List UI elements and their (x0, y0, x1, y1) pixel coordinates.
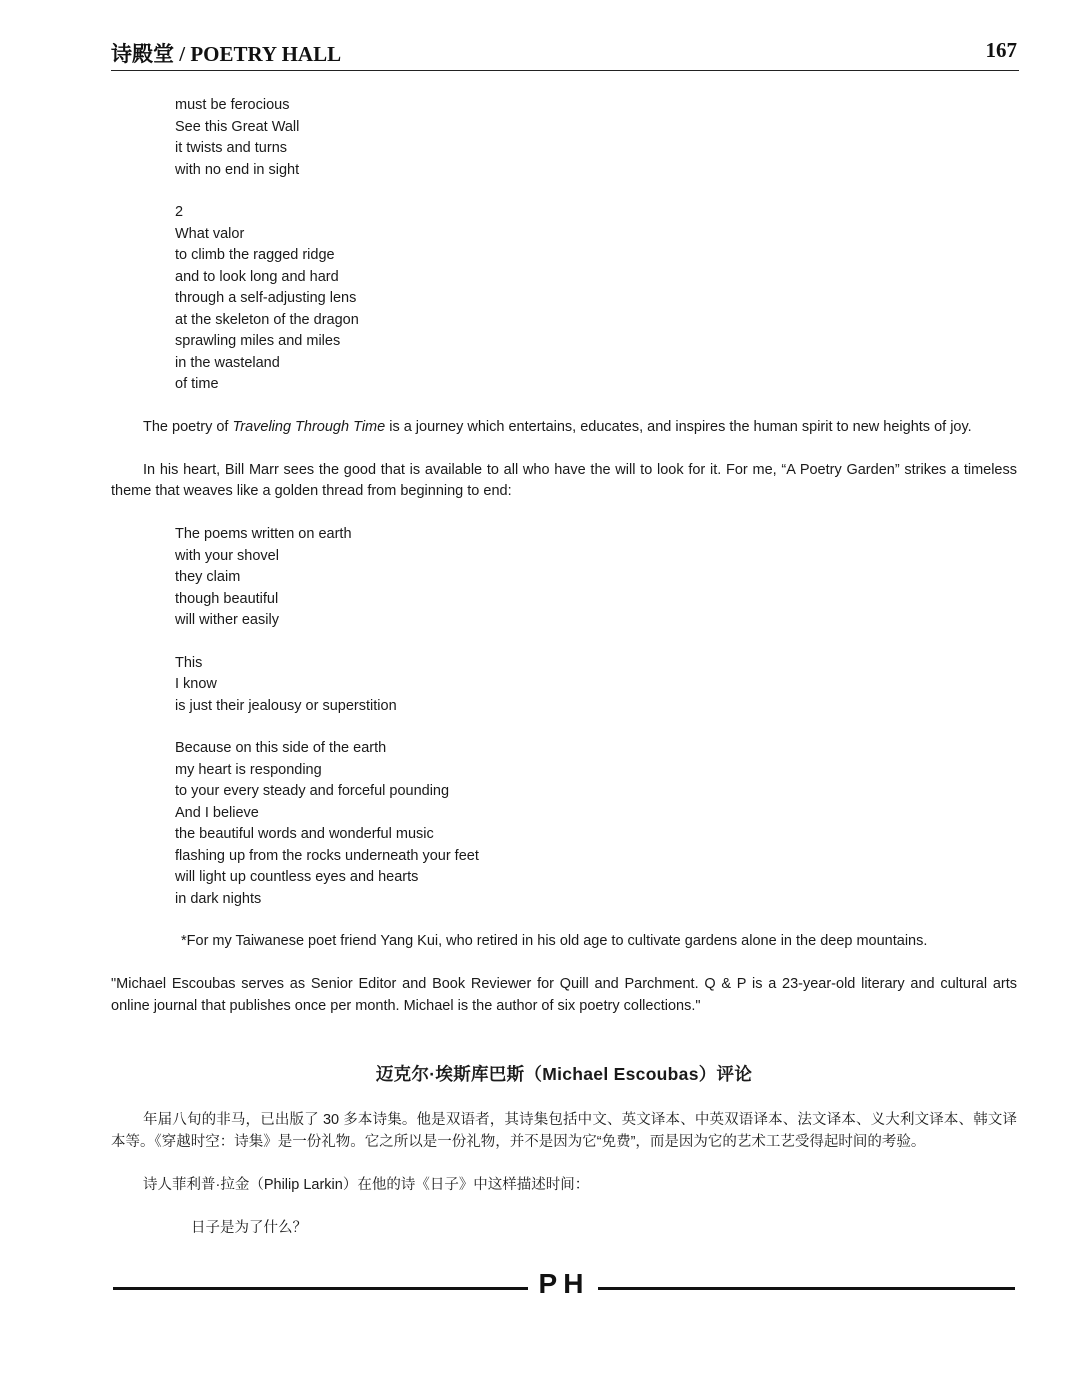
poem-line: I know (175, 676, 217, 692)
poem-line: the beautiful words and wonderful music (175, 826, 434, 842)
poem-stanza-3 (175, 524, 1017, 632)
chinese-quote: 日子是为了什么？ (191, 1219, 307, 1236)
poem-line: will wither easily (175, 612, 279, 628)
poem-line: See this Great Wall (175, 118, 300, 135)
poem-line: my heart is responding (175, 761, 322, 778)
chinese-paragraph-2: 诗人菲利普·拉金（Philip Larkin）在他的诗《日子》中这样描述时间： (143, 1176, 590, 1193)
review-paragraph-2: In his heart, Bill Marr sees the good that is available to all who have the will to look for it. For me, “A Poetry Garden” strikes a timeless theme that weaves like a golden thread from beginning to end: (111, 461, 1017, 499)
poem-line: must be ferocious (175, 97, 290, 113)
poem-line: it twists and turns (175, 140, 288, 156)
para1-lead: The poetry of (143, 418, 233, 435)
footer-rule-right (598, 1287, 1015, 1290)
poem-line: The poems written on earth (175, 526, 352, 542)
page-number: 167 (985, 38, 1017, 62)
poem-line: with your shovel (175, 547, 279, 564)
journal-title: 诗殿堂 / POETRY HALL (111, 42, 342, 66)
footer-rule-left (113, 1287, 528, 1290)
poem-line: Because on this side of the earth (175, 740, 387, 756)
poem-line: And I believe (175, 804, 259, 821)
chinese-paragraph-1: 年届八旬的非马，已出版了 30 多本诗集。他是双语者，其诗集包括中文、英文译本、中英双语译本、法文译本、义大利文译本、韩文译本等。《穿越时空：诗集》是一份礼物。它之所以是一份礼物，并不是因为它“免费”，而是因为它的艺术工艺受得起时间的考验。 (111, 1112, 1017, 1150)
poem-line: and to look long and hard (175, 268, 339, 285)
poem-line: of time (175, 376, 219, 392)
page-header (111, 36, 1019, 71)
poem-line: in the wasteland (175, 354, 280, 371)
poem-line: through a self-adjusting lens (175, 290, 357, 306)
poem-stanza-2 (175, 202, 1017, 396)
chinese-section-heading: 迈克尔·埃斯库巴斯（Michael Escoubas）评论 (375, 1064, 753, 1084)
book-title: Traveling Through Time (232, 418, 386, 435)
poem-line: though beautiful (175, 590, 279, 607)
poem-stanza-5 (175, 738, 1017, 910)
poem-line: What valor (175, 225, 245, 242)
poem-line: flashing up from the rocks underneath your feet (175, 847, 479, 864)
poem-line: they claim (175, 569, 241, 585)
poem-line: This (175, 654, 203, 671)
poem-line: will light up countless eyes and hearts (175, 869, 419, 885)
article-body (111, 95, 1017, 1261)
poem-line: in dark nights (175, 890, 262, 907)
para1-rest: is a journey which entertains, educates, and inspires the human spirit to new heights of joy. (385, 418, 972, 435)
ph-logo: PH (538, 1268, 590, 1299)
poem-line: with no end in sight (175, 161, 300, 178)
page-footer (113, 1268, 1015, 1308)
poem-line: is just their jealousy or superstition (175, 697, 397, 714)
poem-line: to climb the ragged ridge (175, 247, 335, 263)
poem-line: sprawling miles and miles (175, 333, 341, 349)
poem-section-number: 2 (175, 204, 184, 220)
author-bio: "Michael Escoubas serves as Senior Editor and Book Reviewer for Quill and Parchment. Q & P is a 23-year-old literary and cultural arts online journal that publishes once per month. Michael is the author of six poetry collections." (111, 976, 1017, 1014)
poem-stanza-4 (175, 653, 1017, 718)
footnote: *For my Taiwanese poet friend Yang Kui, who retired in his old age to cultivate gardens alone in the deep mountains. (181, 933, 928, 949)
poem-line: at the skeleton of the dragon (175, 311, 359, 328)
review-paragraph-1 (111, 417, 1017, 439)
poem-line: to your every steady and forceful pounding (175, 783, 450, 799)
poem-stanza-1 (175, 95, 1017, 181)
